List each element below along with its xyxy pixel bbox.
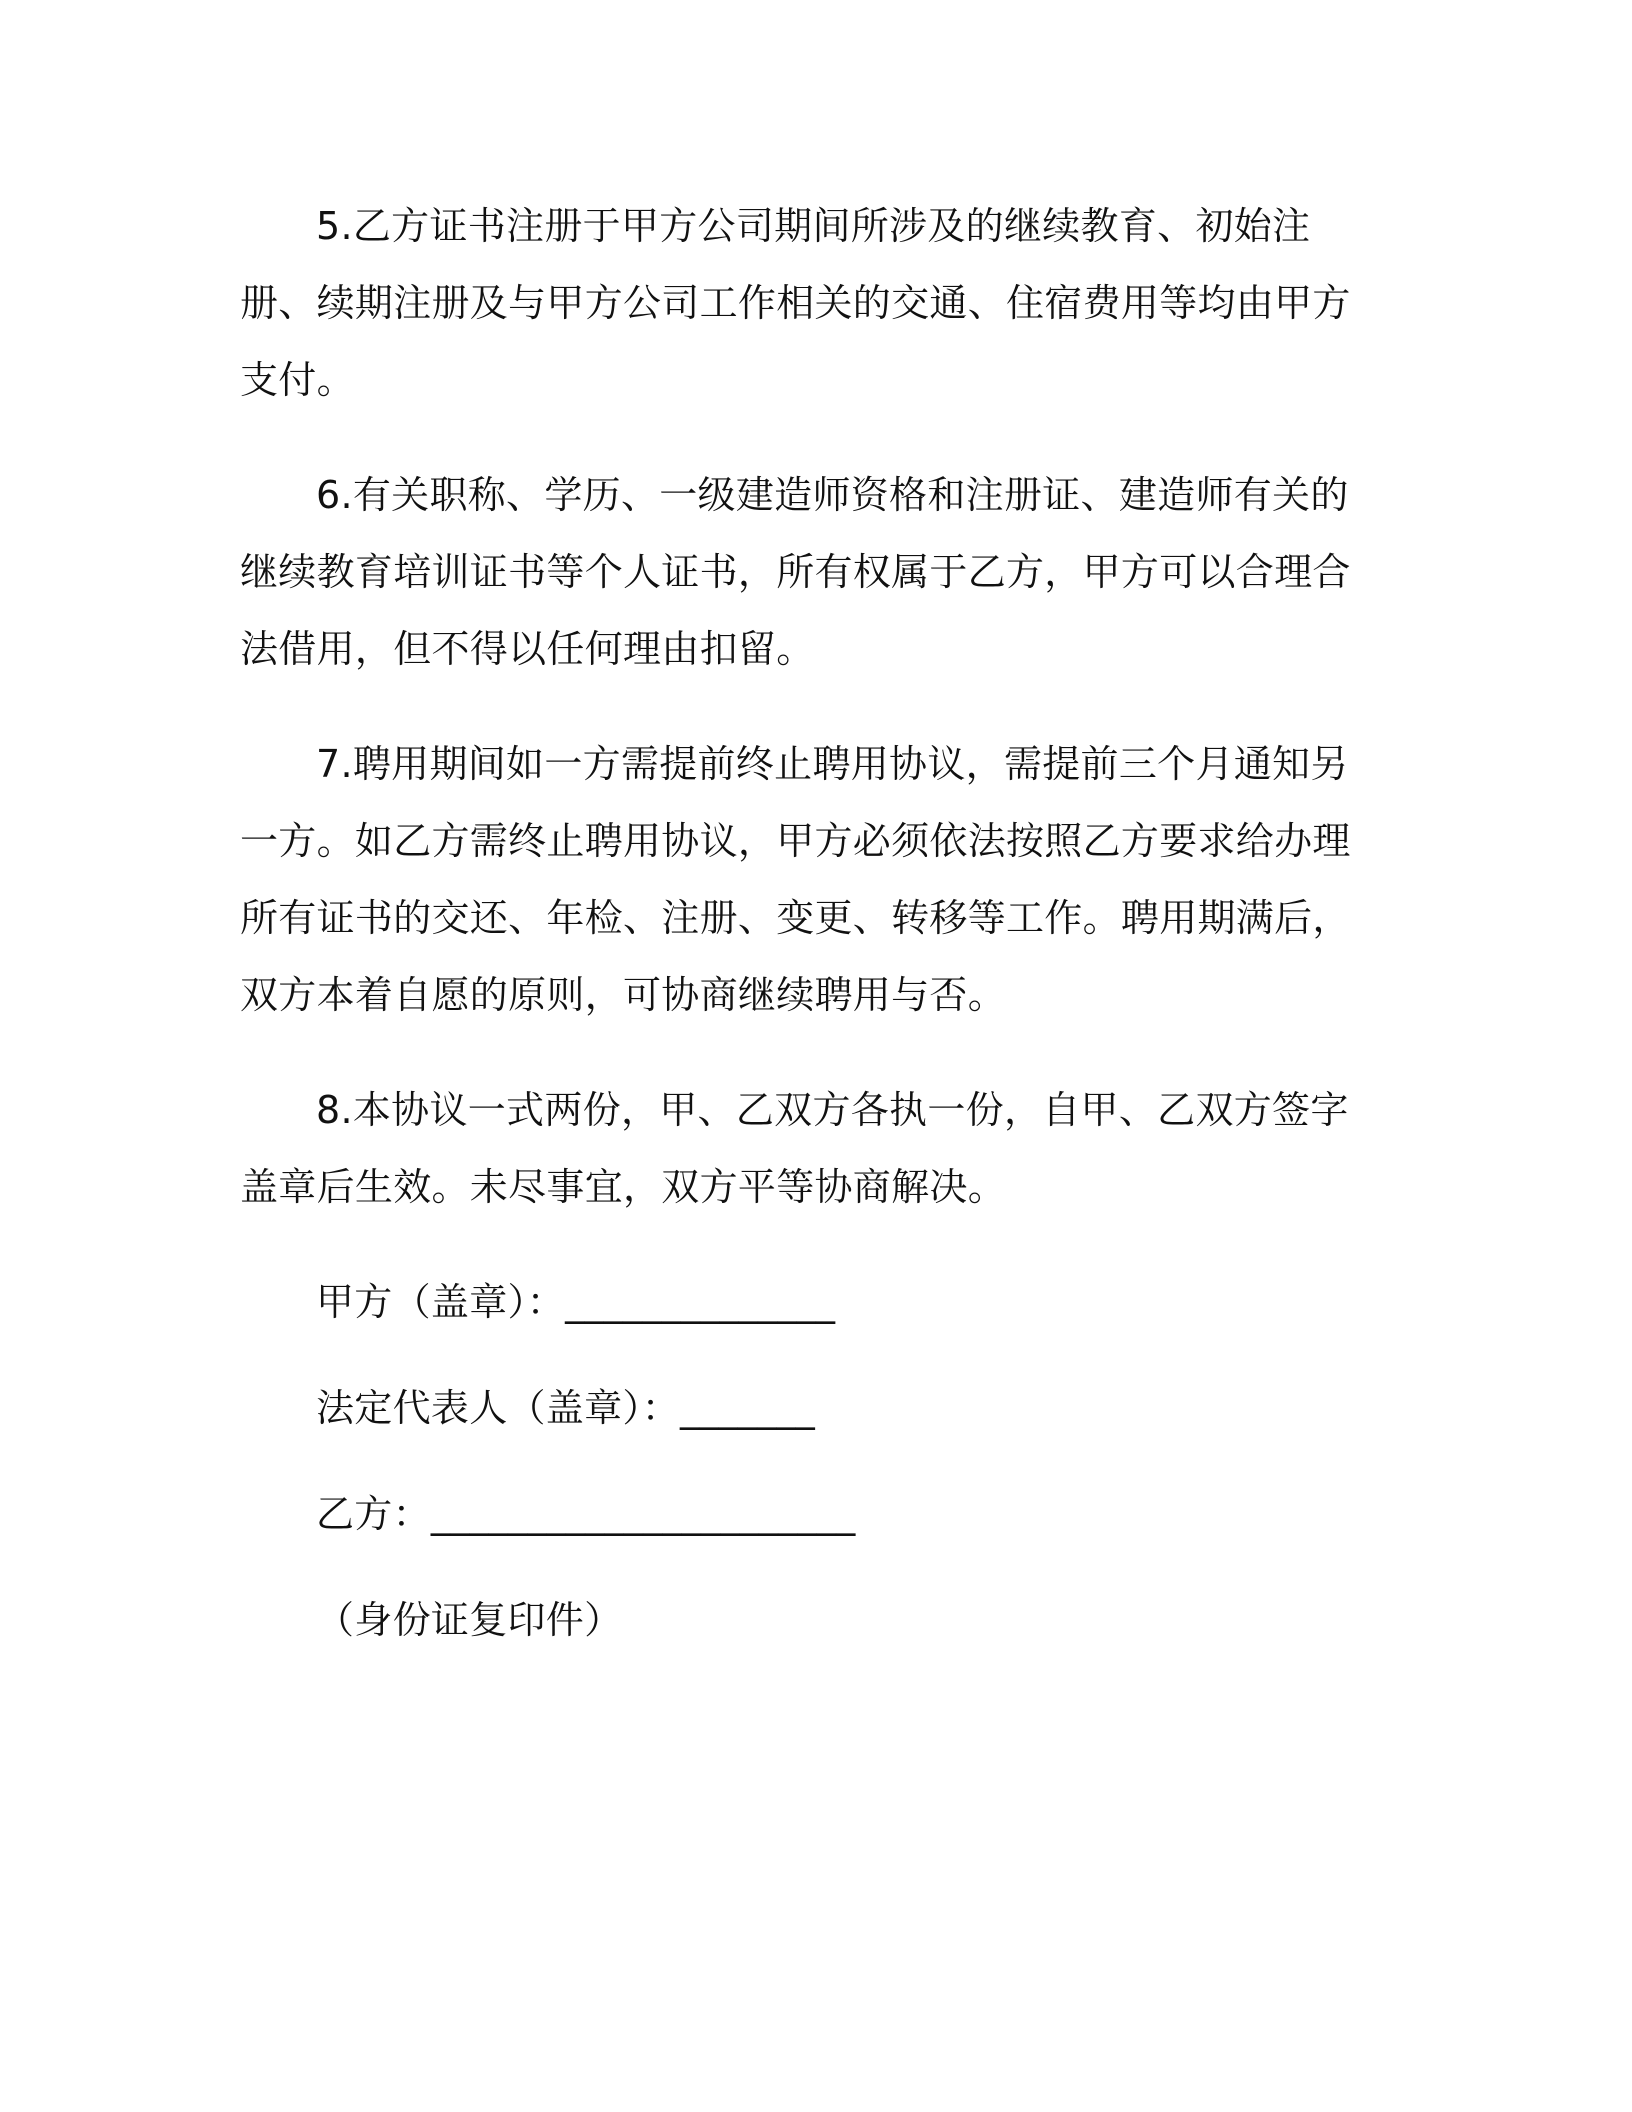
clause-7: 7.聘用期间如一方需提前终止聘用协议，需提前三个月通知另一方。如乙方需终止聘用协议，甲方必须依法按照乙方要求给办理所有证书的交还、年检、注册、变更、转移等工作。聘用期满后，双方本着自愿的原则，可协商继续聘用与否。: [240, 742, 1351, 1017]
clause-5: 5.乙方证书注册于甲方公司期间所涉及的继续教育、初始注册、续期注册及与甲方公司工作相关的交通、住宿费用等均由甲方支付。: [240, 204, 1351, 402]
party-a-signature-line: 甲方（盖章）：______________: [316, 1280, 836, 1324]
id-copy-note: （身份证复印件）: [316, 1598, 623, 1642]
document-body: [240, 188, 1358, 1660]
party-b-signature-line: 乙方：______________________: [316, 1492, 856, 1536]
clause-6: 6.有关职称、学历、一级建造师资格和注册证、建造师有关的继续教育培训证书等个人证书，所有权属于乙方，甲方可以合理合法借用，但不得以任何理由扣留。: [240, 473, 1351, 671]
clause-8: 8.本协议一式两份，甲、乙双方各执一份，自甲、乙双方签字盖章后生效。未尽事宜，双方平等协商解决。: [240, 1088, 1349, 1209]
legal-representative-signature-line: 法定代表人（盖章）：_______: [316, 1386, 816, 1430]
